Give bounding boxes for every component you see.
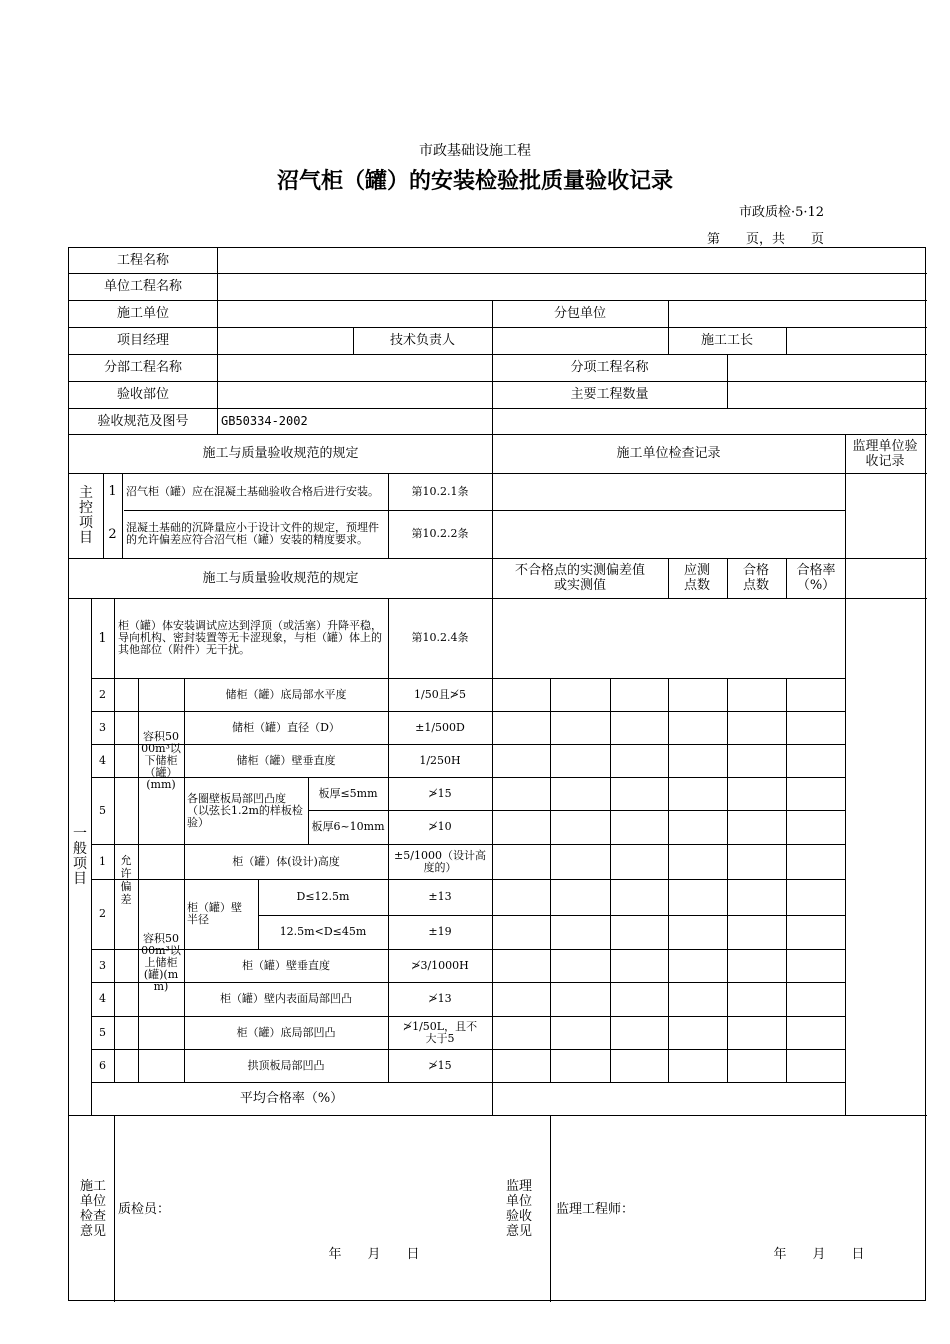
general-col-rate: 合格率（%） [796, 563, 836, 593]
engineer-label: 监理工程师： [556, 1201, 635, 1217]
large-row1-value: ±5/1000（设计高度的） [394, 848, 486, 874]
main-item-2-text: 混凝土基础的沉降量应小于设计文件的规定，预埋件的允许偏差应符合沼气柜（罐）安装的精度要求。 [126, 521, 379, 546]
page-title: 沼气柜（罐）的安装检验批质量验收记录 [276, 168, 673, 194]
small-row-no: 2 [99, 687, 106, 701]
small-row5-cond: 板厚6~10mm [311, 820, 385, 833]
small-row5-item: 各圈壁板局部凹凸度（以弦长1.2m的样板检验） [187, 791, 303, 829]
main-col-supervisor: 监理单位验收记录 [852, 438, 918, 469]
large-row2-value: ±13 [428, 890, 452, 903]
large-row-no: 5 [99, 1025, 106, 1039]
general-col-deviation: 不合格点的实测偏差值或实测值 [514, 563, 645, 593]
large-row-item: 拱顶板局部凹凸 [247, 1058, 325, 1072]
main-item-1-no: 1 [108, 484, 117, 499]
small-row5-cond: 板厚≤5mm [318, 786, 378, 800]
main-group-label: 主控项目 [79, 484, 93, 546]
main-col-rules: 施工与质量验收规范的规定 [202, 446, 359, 461]
general-col-rules: 施工与质量验收规范的规定 [202, 570, 359, 586]
general-col-pass: 合格点数 [742, 563, 769, 593]
project-name-label: 工程名称 [116, 253, 169, 268]
small-row-item: 储柜（罐）直径（D） [232, 720, 340, 734]
large-row2-cond: 12.5m<D≤45m [279, 925, 367, 938]
subtitle: 市政基础设施工程 [419, 143, 531, 159]
construction-opinion-label: 施工单位检查意见 [79, 1178, 106, 1239]
project-manager-label: 项目经理 [116, 333, 169, 348]
large-row-no: 4 [99, 992, 106, 1005]
large-row2-no: 2 [99, 907, 106, 920]
form-code: 市政质检·5·12 [739, 205, 825, 220]
large-row2-cond: D≤12.5m [296, 890, 350, 903]
supervisor-opinion-label: 监理单位验收意见 [505, 1178, 532, 1239]
construction-unit-label: 施工单位 [116, 306, 169, 321]
spec-value: GB50334-2002 [221, 413, 308, 428]
spec-label: 验收规范及图号 [97, 413, 189, 429]
small-row-item: 储柜（罐）壁垂直度 [236, 753, 336, 767]
large-row-value: ≯13 [428, 992, 452, 1005]
general-item-1-clause: 第10.2.4条 [411, 631, 469, 644]
capacity-small-label: 容积5000m³以下储柜（罐）(mm) [141, 730, 181, 791]
subitem-name-label: 分项工程名称 [570, 360, 649, 375]
subcontract-unit-label: 分包单位 [553, 306, 606, 321]
small-row-no: 4 [99, 753, 106, 767]
large-row-no: 6 [99, 1058, 106, 1072]
large-row1-item: 柜（罐）体(设计)高度 [232, 854, 340, 868]
inspector-label: 质检员： [118, 1201, 171, 1217]
general-item-1-no: 1 [98, 630, 107, 646]
large-row-value: ≯1/50L，且不大于5 [402, 1019, 478, 1045]
small-row-value: 1/50且≯5 [414, 687, 466, 701]
main-item-2-no: 2 [108, 526, 117, 542]
average-rate-label: 平均合格率（%） [239, 1091, 344, 1106]
large-row-item: 柜（罐）底局部凹凸 [236, 1025, 336, 1039]
large-row1-no: 1 [99, 854, 106, 868]
large-row2-value: ±19 [428, 925, 452, 938]
page-number: 第 页，共 页 [707, 232, 825, 247]
small-row-value: 1/250H [419, 753, 461, 767]
small-row5-value: ≯15 [428, 786, 452, 800]
supervisor-date: 年 月 日 [773, 1246, 865, 1262]
small-row-value: ±1/500D [415, 720, 465, 734]
small-row-no: 3 [99, 720, 106, 734]
general-item-1-text: 柜（罐）体安装调试应达到浮顶（或活塞）升降平稳，导向机构、密封装置等无卡涩现象，与柜（罐）体上的其他部位（附件）无干扰。 [118, 619, 382, 656]
large-row-value: ≯15 [428, 1058, 452, 1072]
foreman-label: 施工工长 [700, 333, 753, 348]
capacity-large-label: 容积5000m³以上储柜(罐)(mm) [141, 932, 181, 993]
large-row-item: 柜（罐）壁垂直度 [242, 958, 330, 972]
small-row-item: 储柜（罐）底局部水平度 [225, 687, 347, 701]
large-row2-item: 柜（罐）壁半径 [187, 901, 242, 926]
general-col-points: 应测点数 [683, 563, 710, 593]
inspection-form [68, 247, 926, 1301]
large-row-item: 柜（罐）壁内表面局部凹凸 [220, 992, 352, 1005]
tech-lead-label: 技术负责人 [389, 333, 455, 348]
unit-project-name-label: 单位工程名称 [103, 279, 182, 294]
small-row5-no: 5 [99, 803, 106, 817]
inspection-part-label: 验收部位 [116, 387, 169, 402]
main-quantity-label: 主要工程数量 [570, 387, 649, 402]
general-group-label: 一般项目 [73, 825, 87, 887]
construction-date: 年 月 日 [328, 1246, 420, 1262]
tolerance-label: 允许偏差 [120, 854, 132, 906]
main-col-check: 施工单位检查记录 [616, 446, 721, 461]
large-row-value: ≯3/1000H [411, 958, 469, 972]
main-item-2-clause: 第10.2.2条 [411, 527, 469, 540]
large-row-no: 3 [99, 958, 106, 972]
main-item-1-text: 沼气柜（罐）应在混凝土基础验收合格后进行安装。 [126, 484, 379, 498]
main-item-1-clause: 第10.2.1条 [411, 484, 469, 498]
small-row5-value: ≯10 [428, 820, 452, 833]
division-name-label: 分部工程名称 [103, 360, 182, 375]
